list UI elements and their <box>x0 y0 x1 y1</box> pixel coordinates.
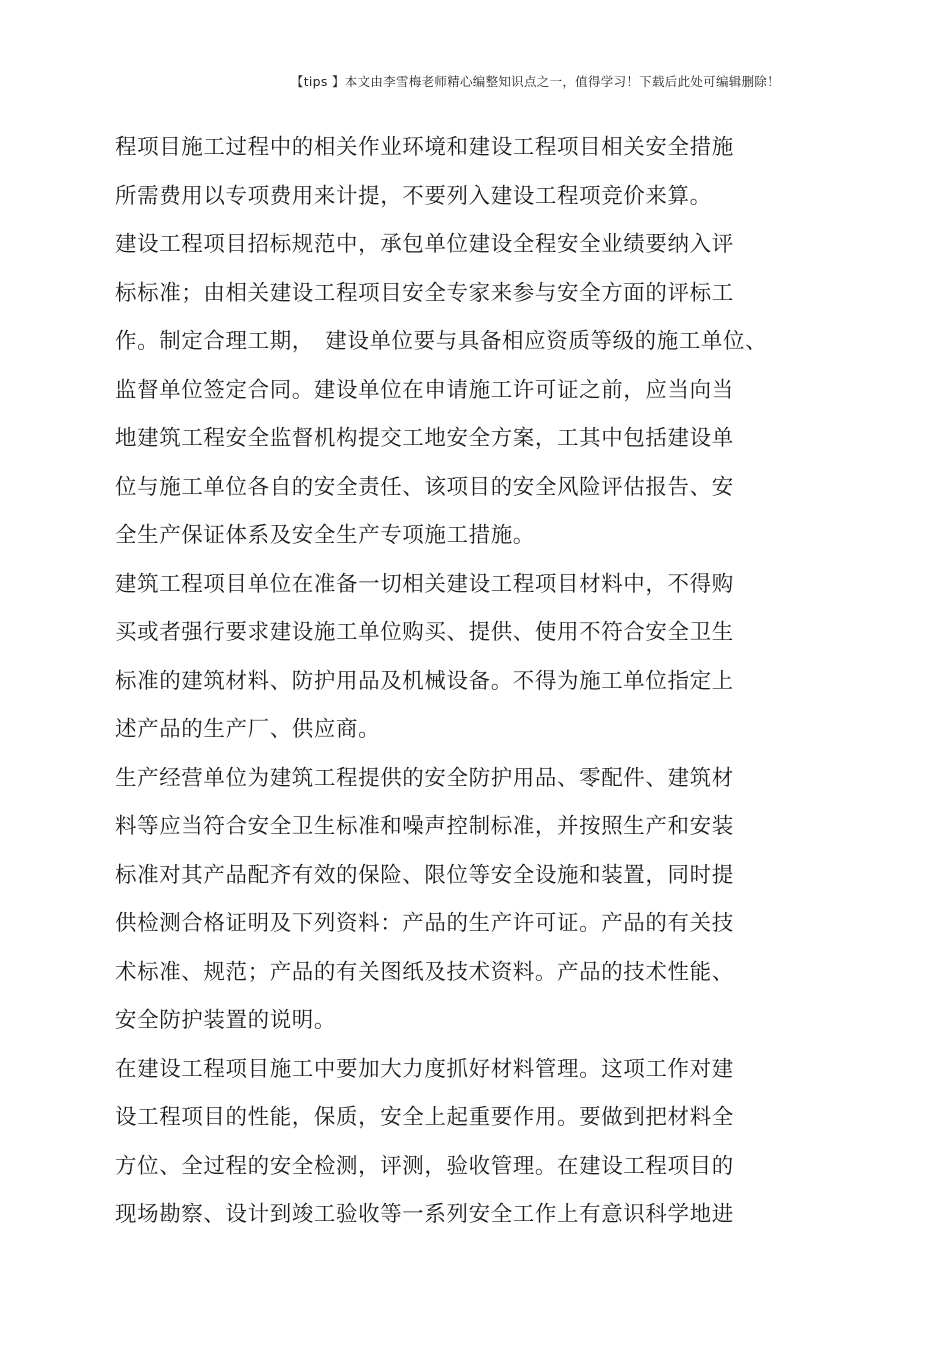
text-line: 建设工程项目招标规范中，承包单位建设全程安全业绩要纳入评 <box>115 232 734 257</box>
text-line: 述产品的生产厂、供应商。 <box>115 717 381 742</box>
text-line: 位与施工单位各自的安全责任、该项目的安全风险评估报告、安 <box>115 474 734 500</box>
text-line: 买或者强行要求建设施工单位购买、提供、使用不符合安全卫生 <box>115 620 734 645</box>
text-line: 现场勘察、设计到竣工验收等一系列安全工作上有意识科学地进 <box>115 1202 734 1227</box>
text-line: 在建设工程项目施工中要加大力度抓好材料管理。这项工作对建 <box>115 1056 734 1082</box>
text-line: 设工程项目的性能，保质，安全上起重要作用。要做到把材料全 <box>115 1105 734 1130</box>
text-line: 监督单位签定合同。建设单位在申请施工许可证之前，应当向当 <box>115 377 734 403</box>
text-line: 地建筑工程安全监督机构提交工地安全方案，工其中包括建设单 <box>115 426 734 451</box>
text-line: 建筑工程项目单位在准备一切相关建设工程项目材料中，不得购 <box>115 571 734 597</box>
text-line: 标准的建筑材料、防护用品及机械设备。不得为施工单位指定上 <box>115 668 734 694</box>
text-line: 所需费用以专项费用来计提，不要列入建设工程项竞价来算。 <box>115 183 712 209</box>
text-line: 标准对其产品配齐有效的保险、限位等安全设施和装置，同时提 <box>115 862 734 888</box>
text-line: 全生产保证体系及安全生产专项施工措施。 <box>115 523 535 548</box>
header-tips-note: 【tips 】本文由李雪梅老师精心编整知识点之一，值得学习！下载后此处可编辑删除！ <box>290 74 780 89</box>
text-line: 供检测合格证明及下列资料：产品的生产许可证。产品的有关技 <box>115 911 734 936</box>
text-line: 方位、全过程的安全检测，评测，验收管理。在建设工程项目的 <box>115 1153 734 1179</box>
text-line: 安全防护装置的说明。 <box>115 1008 337 1033</box>
body-text <box>115 124 815 1240</box>
text-line: 生产经营单位为建筑工程提供的安全防护用品、零配件、建筑材 <box>115 765 734 791</box>
text-line: 标标准；由相关建设工程项目安全专家来参与安全方面的评标工 <box>115 280 734 306</box>
text-line: 料等应当符合安全卫生标准和噪声控制标准，并按照生产和安装 <box>115 814 734 839</box>
text-line: 程项目施工过程中的相关作业环境和建设工程项目相关安全措施 <box>115 135 734 160</box>
text-line: 作。制定合理工期， 建设单位要与具备相应资质等级的施工单位、 <box>115 329 768 354</box>
text-line: 术标准、规范；产品的有关图纸及技术资料。产品的技术性能、 <box>115 959 734 985</box>
